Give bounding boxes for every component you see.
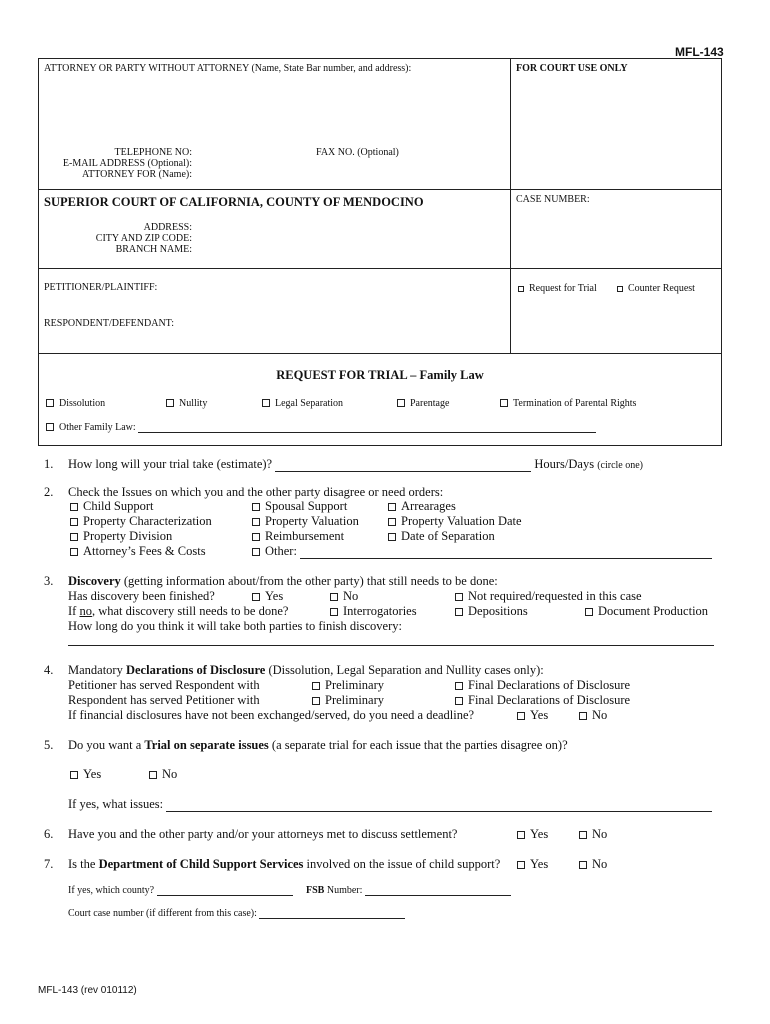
checkbox[interactable] — [149, 771, 157, 779]
case-type-label: Parentage — [410, 398, 450, 409]
option-label: Yes — [83, 767, 102, 781]
attorney-field[interactable] — [44, 80, 506, 144]
other-family-law-checkbox[interactable] — [46, 423, 54, 431]
fsb-number-input[interactable] — [365, 886, 511, 896]
discovery-document-production[interactable] — [585, 604, 708, 619]
question-number: 3. — [44, 574, 54, 588]
case-type-label: Nullity — [179, 398, 208, 409]
discovery-time-input[interactable] — [68, 645, 714, 646]
petitioner-served-label: Petitioner has served Respondent with — [68, 678, 260, 692]
checkbox[interactable] — [579, 831, 587, 839]
option-label: Interrogatories — [343, 604, 417, 618]
deadline-yes[interactable] — [517, 708, 548, 723]
issue-label: Property Division — [83, 529, 173, 543]
issue-arrearages[interactable] — [388, 499, 456, 514]
question-text: (a separate trial for each issue that the parties disagree on)? — [268, 738, 568, 752]
question-text: Do you want a — [68, 738, 145, 752]
separate-trial-yes[interactable] — [70, 767, 101, 782]
request-trial-checkbox[interactable] — [518, 286, 524, 292]
case-type-legal-separation[interactable] — [262, 398, 343, 409]
fax-label: FAX NO. (Optional) — [316, 147, 399, 158]
option-label: Document Production — [598, 604, 709, 618]
court-use-divider — [510, 58, 511, 353]
issue-attorney-fees[interactable] — [70, 544, 206, 559]
issue-property-valuation[interactable] — [252, 514, 359, 529]
question-bold: Discovery — [68, 574, 121, 588]
question-text: How long will your trial take (estimate)? — [68, 457, 273, 471]
option-label: Final Declarations of Disclosure — [468, 693, 631, 707]
request-trial-label: Request for Trial — [529, 283, 597, 294]
issue-label: Attorney’s Fees & Costs — [83, 544, 206, 558]
text: , what discovery still needs to be done? — [91, 604, 289, 618]
issue-other[interactable] — [252, 544, 712, 559]
county-field — [68, 885, 293, 896]
issue-label: Arrearages — [401, 499, 456, 513]
question-number: 2. — [44, 485, 54, 499]
discovery-remaining-question — [68, 604, 288, 619]
option-label: No — [592, 827, 608, 841]
trial-length-input[interactable] — [275, 460, 531, 472]
option-label: Yes — [530, 827, 549, 841]
case-type-parentage[interactable] — [397, 398, 449, 409]
issue-label: Property Valuation — [265, 514, 359, 528]
option-label: No — [592, 708, 608, 722]
respondent-preliminary[interactable] — [312, 693, 384, 708]
separate-issues-input[interactable] — [166, 800, 712, 812]
respondent-served-label: Respondent has served Petitioner with — [68, 693, 260, 707]
discovery-finished-question: Has discovery been finished? — [68, 589, 215, 603]
checkbox[interactable] — [70, 548, 78, 556]
issue-label: Date of Separation — [401, 529, 495, 543]
option-label: Yes — [530, 708, 549, 722]
case-type-label: Dissolution — [59, 398, 106, 409]
respondent-label: RESPONDENT/DEFENDANT: — [44, 318, 175, 329]
question-6 — [44, 827, 458, 842]
question-number: 1. — [44, 457, 54, 471]
court-case-input[interactable] — [259, 909, 405, 919]
question-text: Have you and the other party and/or your attorneys met to discuss settlement? — [68, 827, 458, 841]
termination-checkbox[interactable] — [500, 399, 508, 407]
question-number: 5. — [44, 738, 54, 752]
email-label: E-MAIL ADDRESS (Optional): — [62, 158, 192, 169]
issue-label: Property Valuation Date — [401, 514, 522, 528]
counter-request-label: Counter Request — [628, 283, 695, 294]
discovery-interrogatories[interactable] — [330, 604, 417, 619]
question-text: (getting information about/from the other party) that still needs to be done: — [120, 574, 498, 588]
footer-revision: MFL-143 (rev 010112) — [38, 985, 137, 996]
legal-separation-checkbox[interactable] — [262, 399, 270, 407]
checkbox[interactable] — [70, 771, 78, 779]
checkbox[interactable] — [579, 861, 587, 869]
question-bold: Department of Child Support Services — [98, 857, 304, 871]
hours-days-label[interactable]: Hours/Days — [534, 457, 595, 471]
issue-label: Reimbursement — [265, 529, 345, 543]
dcss-no[interactable] — [579, 857, 607, 872]
checkbox[interactable] — [455, 593, 463, 601]
checkbox[interactable] — [517, 831, 525, 839]
parentage-checkbox[interactable] — [397, 399, 405, 407]
petitioner-preliminary[interactable] — [312, 678, 384, 693]
checkbox[interactable] — [252, 593, 260, 601]
option-label: Yes — [530, 857, 549, 871]
issue-date-of-separation[interactable] — [388, 529, 495, 544]
separate-issues-label: If yes, what issues: — [68, 797, 164, 811]
court-name: SUPERIOR COURT OF CALIFORNIA, COUNTY OF MENDOCINO — [44, 195, 424, 209]
checkbox[interactable] — [455, 608, 463, 616]
case-type-nullity[interactable] — [166, 398, 207, 409]
option-label: Not required/requested in this case — [468, 589, 642, 603]
question-text: Mandatory — [68, 663, 126, 677]
fsb-field — [306, 885, 511, 896]
petitioner-label: PETITIONER/PLAINTIFF: — [44, 282, 158, 293]
checkbox[interactable] — [252, 548, 260, 556]
settlement-no[interactable] — [579, 827, 607, 842]
case-number-field[interactable] — [516, 208, 716, 264]
request-trial-option[interactable] — [518, 283, 597, 294]
branch-label: BRANCH NAME: — [115, 244, 192, 255]
question-text: involved on the issue of child support? — [303, 857, 501, 871]
checkbox[interactable] — [252, 533, 260, 541]
circle-one-note: (circle one) — [597, 460, 644, 471]
form-title: REQUEST FOR TRIAL – Family Law — [276, 368, 484, 382]
respondent-final[interactable] — [455, 693, 630, 708]
court-use-label: FOR COURT USE ONLY — [516, 63, 628, 74]
settlement-yes[interactable] — [517, 827, 548, 842]
question-7 — [44, 857, 501, 872]
dissolution-checkbox[interactable] — [46, 399, 54, 407]
discovery-yes[interactable] — [252, 589, 283, 604]
question-4 — [44, 663, 544, 678]
option-label: Final Declarations of Disclosure — [468, 678, 631, 692]
question-5 — [44, 738, 568, 753]
attorney-label: ATTORNEY OR PARTY WITHOUT ATTORNEY (Name, State Bar number, and address): — [44, 63, 412, 74]
option-label: Preliminary — [325, 693, 385, 707]
question-3 — [44, 574, 498, 589]
case-type-label: Legal Separation — [275, 398, 344, 409]
issue-label: Property Characterization — [83, 514, 212, 528]
checkbox[interactable] — [585, 608, 593, 616]
question-bold: Declarations of Disclosure — [125, 663, 266, 677]
question-2 — [44, 485, 444, 500]
issue-label: Spousal Support — [265, 499, 348, 513]
case-type-label: Termination of Parental Rights — [513, 398, 637, 409]
checkbox[interactable] — [252, 518, 260, 526]
nullity-checkbox[interactable] — [166, 399, 174, 407]
counter-request-option[interactable] — [617, 283, 695, 294]
other-issue-input[interactable] — [300, 547, 712, 559]
checkbox[interactable] — [388, 503, 396, 511]
option-label: Yes — [265, 589, 284, 603]
county-input[interactable] — [157, 886, 293, 896]
checkbox[interactable] — [312, 682, 320, 690]
city-zip-label: CITY AND ZIP CODE: — [95, 233, 192, 244]
checkbox[interactable] — [388, 518, 396, 526]
checkbox[interactable] — [517, 861, 525, 869]
case-type-termination[interactable] — [500, 398, 636, 409]
discovery-no[interactable] — [330, 589, 358, 604]
case-type-dissolution[interactable] — [46, 398, 105, 409]
checkbox[interactable] — [252, 503, 260, 511]
case-type-other[interactable] — [46, 422, 596, 433]
option-label: No — [343, 589, 359, 603]
checkbox[interactable] — [455, 697, 463, 705]
issue-spousal-support[interactable] — [252, 499, 347, 514]
deadline-no[interactable] — [579, 708, 607, 723]
fsb-label: FSB — [306, 885, 325, 896]
issue-property-valuation-date[interactable] — [388, 514, 522, 529]
telephone-label: TELEPHONE NO: — [114, 147, 192, 158]
question-bold: Trial on separate issues — [144, 738, 269, 752]
divider-parties — [38, 268, 722, 269]
discovery-not-required[interactable] — [455, 589, 642, 604]
county-label: If yes, which county? — [68, 885, 155, 896]
option-label: Preliminary — [325, 678, 385, 692]
court-case-label: Court case number (if different from this case): — [68, 908, 257, 919]
question-text: (Dissolution, Legal Separation and Nullity cases only): — [265, 663, 544, 677]
separate-issues-field — [68, 797, 712, 812]
issue-label: Child Support — [83, 499, 154, 513]
option-label: Depositions — [468, 604, 528, 618]
divider-court — [38, 189, 722, 190]
checkbox[interactable] — [455, 682, 463, 690]
case-number-label: CASE NUMBER: — [516, 194, 590, 205]
checkbox[interactable] — [517, 712, 525, 720]
attorney-for-label: ATTORNEY FOR (Name): — [82, 169, 192, 180]
discovery-time-question: How long do you think it will take both parties to finish discovery: — [68, 619, 402, 633]
checkbox[interactable] — [70, 533, 78, 541]
issue-property-characterization[interactable] — [70, 514, 212, 529]
question-number: 6. — [44, 827, 54, 841]
court-case-field — [68, 908, 405, 919]
checkbox[interactable] — [330, 593, 338, 601]
option-label: No — [592, 857, 608, 871]
checkbox[interactable] — [70, 518, 78, 526]
issue-property-division[interactable] — [70, 529, 172, 544]
counter-request-checkbox[interactable] — [617, 286, 623, 292]
question-number: 7. — [44, 857, 54, 871]
fsb-number-label: Number: — [324, 885, 363, 896]
issue-reimbursement[interactable] — [252, 529, 344, 544]
checkbox[interactable] — [579, 712, 587, 720]
issue-child-support[interactable] — [70, 499, 154, 514]
question-1 — [44, 457, 644, 472]
checkbox[interactable] — [330, 608, 338, 616]
checkbox[interactable] — [388, 533, 396, 541]
question-text: Is the — [68, 857, 99, 871]
text: If — [68, 604, 80, 618]
question-number: 4. — [44, 663, 54, 677]
deadline-question: If financial disclosures have not been exchanged/served, do you need a deadline? — [68, 708, 475, 722]
question-text: Check the Issues on which you and the other party disagree or need orders: — [68, 485, 444, 499]
other-family-law-input[interactable] — [138, 423, 596, 433]
text-underlined: no — [79, 604, 92, 618]
form-id: MFL-143 — [675, 45, 724, 59]
checkbox[interactable] — [312, 697, 320, 705]
other-family-law-label: Other Family Law: — [59, 422, 136, 433]
dcss-yes[interactable] — [517, 857, 548, 872]
separate-trial-no[interactable] — [149, 767, 177, 782]
petitioner-final[interactable] — [455, 678, 630, 693]
option-label: No — [162, 767, 178, 781]
divider-title — [38, 353, 722, 354]
discovery-depositions[interactable] — [455, 604, 528, 619]
issue-label: Other: — [265, 544, 297, 558]
address-label: ADDRESS: — [143, 222, 192, 233]
checkbox[interactable] — [70, 503, 78, 511]
